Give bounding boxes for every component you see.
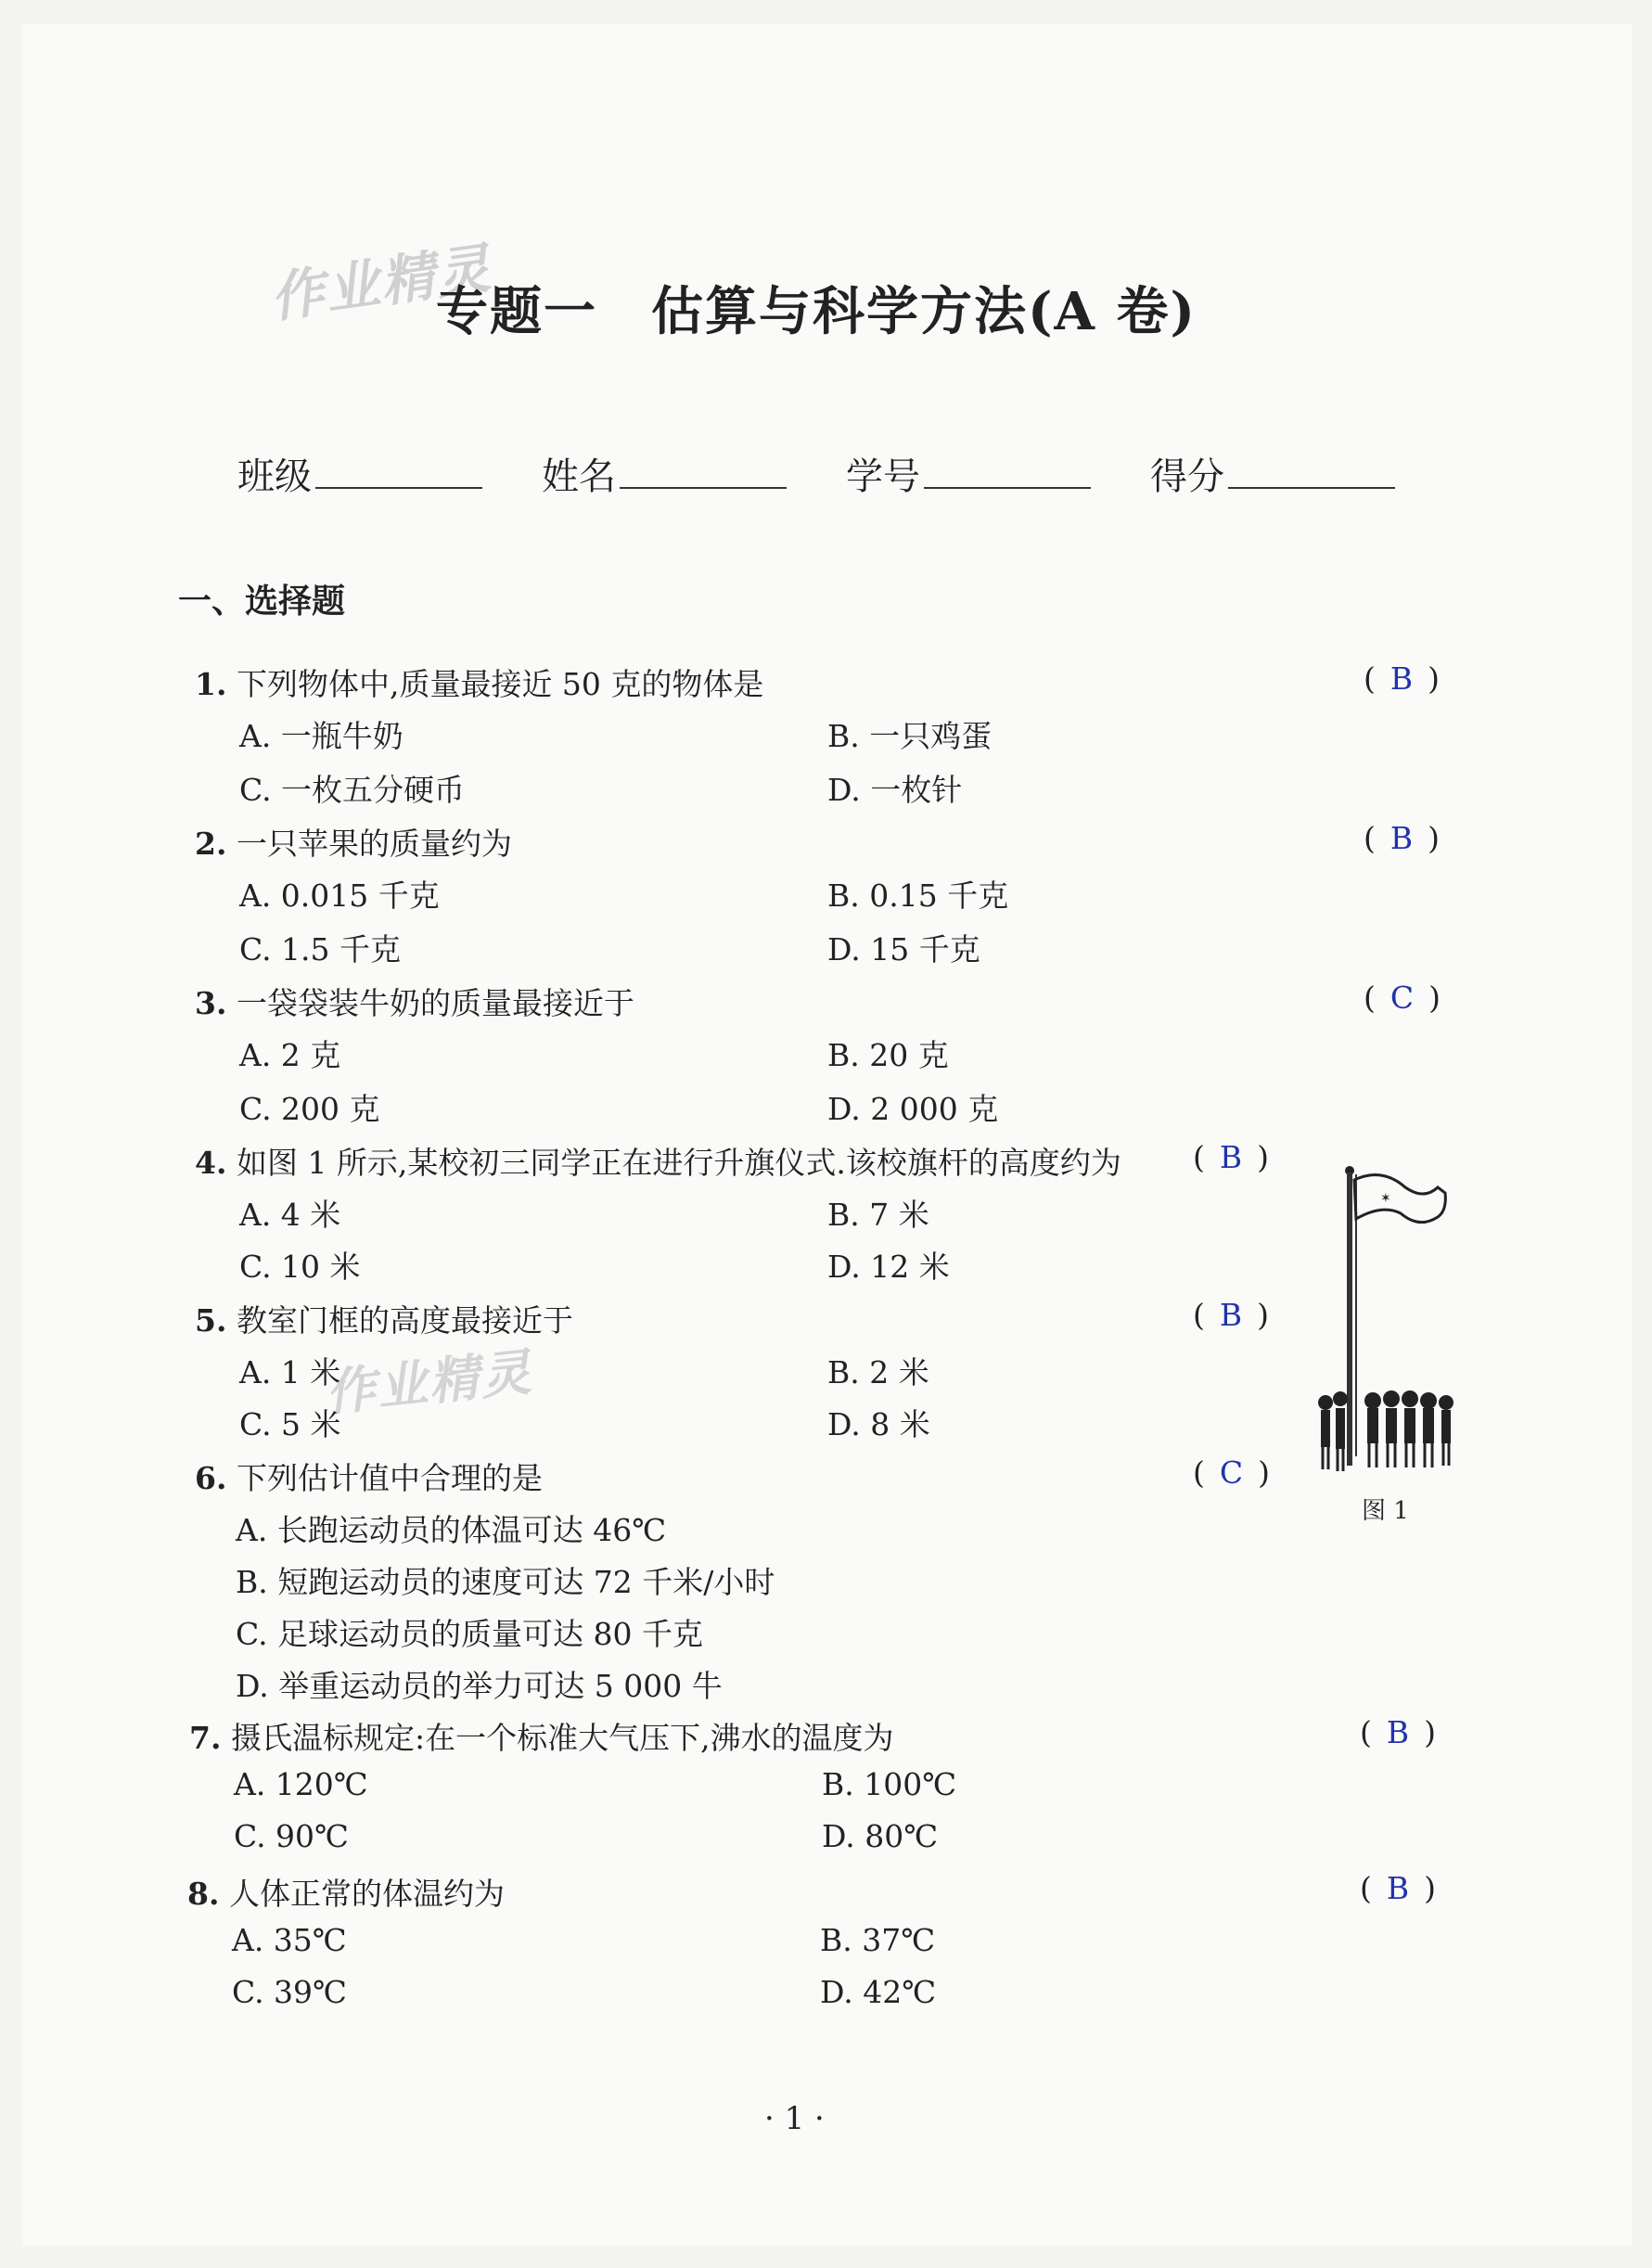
option: D. 举重运动员的举力可达 5 000 牛: [236, 1668, 723, 1704]
class-field: [237, 447, 482, 500]
question-8: [187, 1870, 505, 1914]
option: B. 100℃: [822, 1766, 957, 1802]
question-text: 下列物体中,质量最接近 50 克的物体是: [236, 666, 764, 702]
question-number: 3.: [195, 985, 227, 1021]
question-text: 如图 1 所示,某校初三同学正在进行升旗仪式.该校旗杆的高度约为: [236, 1145, 1121, 1181]
page-number: · 1 ·: [764, 2100, 825, 2137]
question-number: 4.: [195, 1145, 227, 1181]
option: C. 1.5 千克: [239, 931, 402, 967]
watermark-middle: 作业精灵: [322, 1342, 536, 1423]
score-label: 得分: [1150, 455, 1224, 498]
option: D. 2 000 克: [827, 1091, 999, 1127]
name-label: 姓名: [542, 455, 616, 498]
option: C. 10 米: [239, 1249, 361, 1285]
page-title: 专题一 估算与科学方法(A 卷): [436, 281, 1197, 342]
answer-letter: B: [1389, 660, 1414, 697]
option: D. 42℃: [820, 1974, 937, 2010]
answer-letter: B: [1386, 1870, 1410, 1906]
question-text: 一袋袋装牛奶的质量最接近于: [236, 985, 634, 1021]
option: D. 8 米: [827, 1406, 930, 1442]
option: C. 一枚五分硬币: [239, 772, 466, 808]
answer-letter: B: [1219, 1139, 1243, 1175]
student-number-label: 学号: [846, 455, 920, 498]
answer-3: ( C ): [1364, 980, 1441, 1016]
option: C. 200 克: [239, 1091, 380, 1127]
question-number: 1.: [195, 666, 227, 702]
question-text: 人体正常的体温约为: [228, 1876, 505, 1912]
answer-4: ( B ): [1193, 1139, 1270, 1175]
answer-1: ( B ): [1364, 660, 1441, 697]
question-4: [195, 1139, 1121, 1183]
score-blank[interactable]: [1228, 452, 1395, 489]
question-6: [195, 1454, 543, 1498]
svg-text:✶: ✶: [1380, 1191, 1391, 1206]
question-text: 摄氏温标规定:在一个标准大气压下,沸水的温度为: [230, 1720, 894, 1756]
question-5: [195, 1297, 573, 1340]
option: C. 足球运动员的质量可达 80 千克: [236, 1616, 704, 1652]
option: B. 7 米: [827, 1197, 929, 1233]
option: A. 0.015 千克: [239, 878, 440, 914]
option: B. 短跑运动员的速度可达 72 千米/小时: [236, 1564, 775, 1600]
option: C. 39℃: [232, 1974, 347, 2010]
question-3: [195, 980, 634, 1023]
answer-5: ( B ): [1193, 1297, 1270, 1333]
answer-letter: C: [1219, 1454, 1244, 1491]
question-1: [195, 660, 763, 704]
answer-letter: B: [1386, 1714, 1410, 1750]
question-number: 5.: [195, 1302, 227, 1339]
answer-letter: B: [1219, 1297, 1243, 1333]
option: A. 长跑运动员的体温可达 46℃: [236, 1512, 667, 1548]
option: D. 80℃: [822, 1818, 939, 1854]
student-number-blank[interactable]: [924, 452, 1091, 489]
option: C. 5 米: [239, 1406, 341, 1442]
question-7: [189, 1714, 894, 1758]
class-label: 班级: [237, 455, 312, 498]
question-number: 8.: [187, 1876, 220, 1912]
option: D. 一枚针: [827, 772, 963, 808]
answer-7: ( B ): [1360, 1714, 1437, 1750]
option: B. 20 克: [827, 1037, 949, 1073]
question-text: 下列估计值中合理的是: [236, 1460, 543, 1496]
option: D. 15 千克: [827, 931, 980, 967]
answer-letter: B: [1389, 820, 1414, 856]
class-blank[interactable]: [315, 452, 482, 489]
option: B. 0.15 千克: [827, 878, 1009, 914]
score-field: [1150, 447, 1395, 500]
student-number-field: [846, 447, 1091, 500]
answer-6: ( C ): [1193, 1454, 1270, 1491]
question-number: 2.: [195, 826, 227, 862]
name-blank[interactable]: [620, 452, 787, 489]
option: B. 37℃: [820, 1922, 936, 1958]
option: A. 1 米: [239, 1354, 341, 1390]
option: D. 12 米: [827, 1249, 950, 1285]
question-number: 7.: [189, 1720, 222, 1756]
option: B. 2 米: [827, 1354, 929, 1390]
option: A. 2 克: [239, 1037, 341, 1073]
answer-8: ( B ): [1360, 1870, 1437, 1906]
option: A. 4 米: [239, 1197, 341, 1233]
option: C. 90℃: [234, 1818, 349, 1854]
option: A. 120℃: [234, 1766, 368, 1802]
figure-caption: 图 1: [1362, 1497, 1409, 1525]
question-2: [195, 820, 512, 864]
flag-raising-illustration: [1308, 1160, 1470, 1484]
question-text: 教室门框的高度最接近于: [236, 1302, 573, 1339]
answer-letter: C: [1389, 980, 1415, 1016]
watermark-top: 作业精灵: [266, 236, 496, 330]
answer-2: ( B ): [1364, 820, 1441, 856]
option: A. 35℃: [232, 1922, 347, 1958]
option: B. 一只鸡蛋: [827, 718, 992, 754]
section-title: 一、选择题: [178, 582, 346, 621]
name-field: [542, 447, 787, 500]
option: A. 一瓶牛奶: [239, 718, 403, 754]
question-number: 6.: [195, 1460, 227, 1496]
question-text: 一只苹果的质量约为: [236, 826, 512, 862]
